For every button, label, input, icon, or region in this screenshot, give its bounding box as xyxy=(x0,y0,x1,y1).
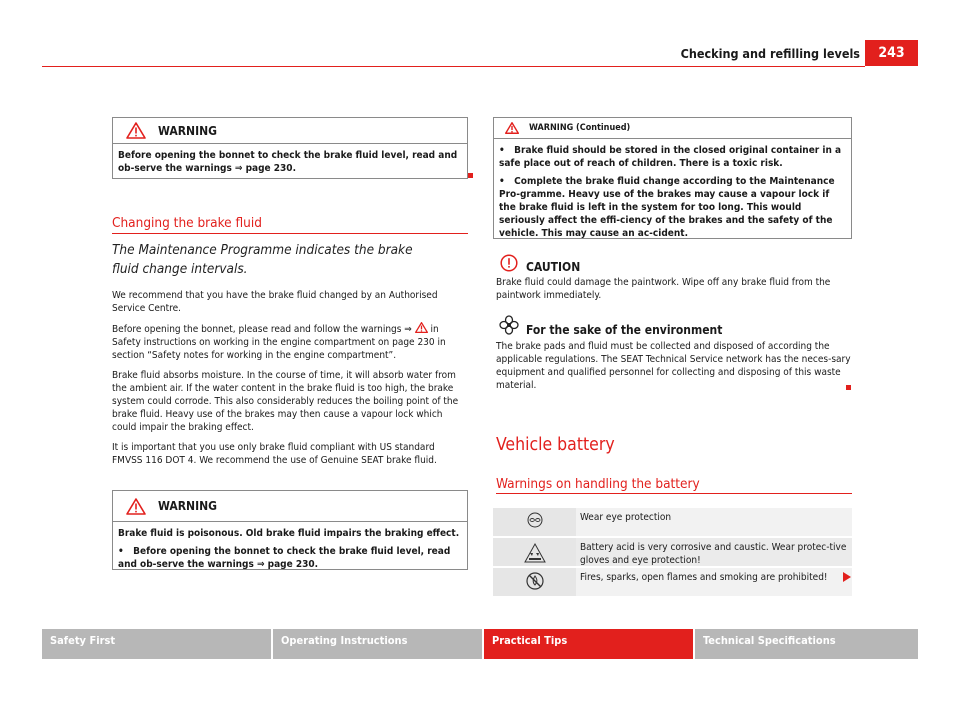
environment-title: For the sake of the environment xyxy=(526,323,723,337)
body-paragraph xyxy=(112,322,468,362)
section-rule xyxy=(112,233,468,234)
warning-box-2 xyxy=(112,490,468,570)
symbol-text: Wear eye protection xyxy=(576,508,852,536)
page-header-title: Checking and refilling levels xyxy=(680,46,860,61)
warning-bullet-text: Before opening the bonnet to check the brake fluid level, read and ob-serve the warnings ⇒ page 230. xyxy=(118,546,451,570)
warning-text xyxy=(494,139,851,246)
warning-icon xyxy=(505,122,519,134)
symbol-row xyxy=(493,508,852,536)
body-text-part: in Safety instructions on working in the engine compartment on page 230 in section “Safety notes for working in the engine compartment”. xyxy=(112,324,446,361)
section-body xyxy=(112,289,468,474)
warning-text xyxy=(113,144,467,181)
chapter-heading: Vehicle battery xyxy=(496,435,615,455)
warning-paragraph: Before opening the bonnet to check the brake fluid level, read and ob-serve the warnings ⇒ page 230. xyxy=(118,150,458,174)
footer-tab-safety-first[interactable]: Safety First xyxy=(42,629,271,659)
continue-arrow-icon xyxy=(843,572,851,582)
body-paragraph: Brake fluid absorbs moisture. In the course of time, it will absorb water from the ambient air. If the water content in the brake fluid is too high, the brake system could corrode. This also considerably reduces the boiling point of the brake fluid. Heavy use of the brakes may then cause a vapour lock which could impair the braking effect. xyxy=(112,370,459,433)
page-number: 243 xyxy=(865,40,918,66)
environment-flower-icon xyxy=(499,315,519,335)
environment-text: The brake pads and fluid must be collected and disposed of according the applicable regulations. The SEAT Technical Service network has the neces-sary equipment and qualified personnel for collecting and disposing of this waste material. xyxy=(496,341,851,391)
warning-box-continued xyxy=(493,117,852,239)
symbol-cell xyxy=(493,568,576,596)
footer-tab-technical-specifications[interactable]: Technical Specifications xyxy=(695,629,918,659)
warning-bullet: • Before opening the bonnet to check the brake fluid level, read and ob-serve the warnings ⇒ page 230. xyxy=(118,546,451,570)
warning-bullet: • Brake fluid should be stored in the closed original container in a safe place out of reach of children. There is a toxic risk. xyxy=(499,145,842,169)
body-paragraph: It is important that you use only brake fluid compliant with US standard FMVSS 116 DOT 4. We recommend the use of Genuine SEAT brake fluid. xyxy=(112,442,437,466)
warning-box-header xyxy=(113,118,467,144)
section-heading: Changing the brake fluid xyxy=(112,215,262,231)
caution-text: Brake fluid could damage the paintwork. Wipe off any brake fluid from the paintwork immediately. xyxy=(496,277,831,301)
warning-title: WARNING xyxy=(158,123,217,138)
body-paragraph: We recommend that you have the brake fluid changed by an Authorised Service Centre. xyxy=(112,290,438,314)
symbol-cell xyxy=(493,538,576,566)
warning-title: WARNING (Continued) xyxy=(529,123,631,133)
section-rule xyxy=(496,493,852,494)
warning-bullet: • Complete the brake fluid change according to the Maintenance Pro-gramme. Heavy use of the brakes may cause a vapour lock if the brake fluid is left in the system for too long. This would seriously affect the effi-ciency of the brakes and the safety of the vehicle. This may cause an ac-cident. xyxy=(499,176,835,239)
warning-box-1 xyxy=(112,117,468,179)
section-heading: Warnings on handling the battery xyxy=(496,476,700,492)
warning-text xyxy=(113,522,467,577)
warning-paragraph: Brake fluid is poisonous. Old brake fluid impairs the braking effect. xyxy=(118,528,460,539)
caution-icon xyxy=(500,254,518,272)
end-marker xyxy=(846,385,851,390)
symbol-text: Fires, sparks, open flames and smoking are prohibited! xyxy=(576,568,852,596)
warning-bullet-text: Brake fluid should be stored in the closed original container in a safe place out of reach of children. There is a toxic risk. xyxy=(499,145,842,169)
symbol-row xyxy=(493,568,852,596)
warning-icon xyxy=(415,322,428,333)
symbol-cell xyxy=(493,508,576,536)
symbol-text: Battery acid is very corrosive and caustic. Wear protec-tive gloves and eye protection! xyxy=(576,538,852,566)
warning-icon xyxy=(126,122,146,139)
eye-protection-icon xyxy=(527,512,543,528)
acid-icon xyxy=(524,542,546,564)
end-marker xyxy=(468,173,473,178)
footer-tab-operating-instructions[interactable]: Operating Instructions xyxy=(273,629,482,659)
warning-title: WARNING xyxy=(158,499,217,513)
warning-icon xyxy=(126,498,146,515)
warning-box-header xyxy=(494,118,851,139)
no-fire-icon xyxy=(526,572,544,590)
warning-box-header xyxy=(113,491,467,522)
warning-bullet-text: Complete the brake fluid change according to the Maintenance Pro-gramme. Heavy use of the brakes may cause a vapour lock if the brake fluid is left in the system for too long. This would seriously affect the effi-ciency of the brakes and the safety of the vehicle. This may cause an ac-cident. xyxy=(499,176,835,239)
symbol-row xyxy=(493,538,852,566)
section-intro: The Maintenance Programme indicates the brake fluid change intervals. xyxy=(112,242,413,277)
footer-tab-practical-tips[interactable]: Practical Tips xyxy=(484,629,693,659)
caution-title: CAUTION xyxy=(526,260,581,274)
header-rule xyxy=(42,66,865,67)
body-text-part: Before opening the bonnet, please read and follow the warnings ⇒ xyxy=(112,324,412,335)
